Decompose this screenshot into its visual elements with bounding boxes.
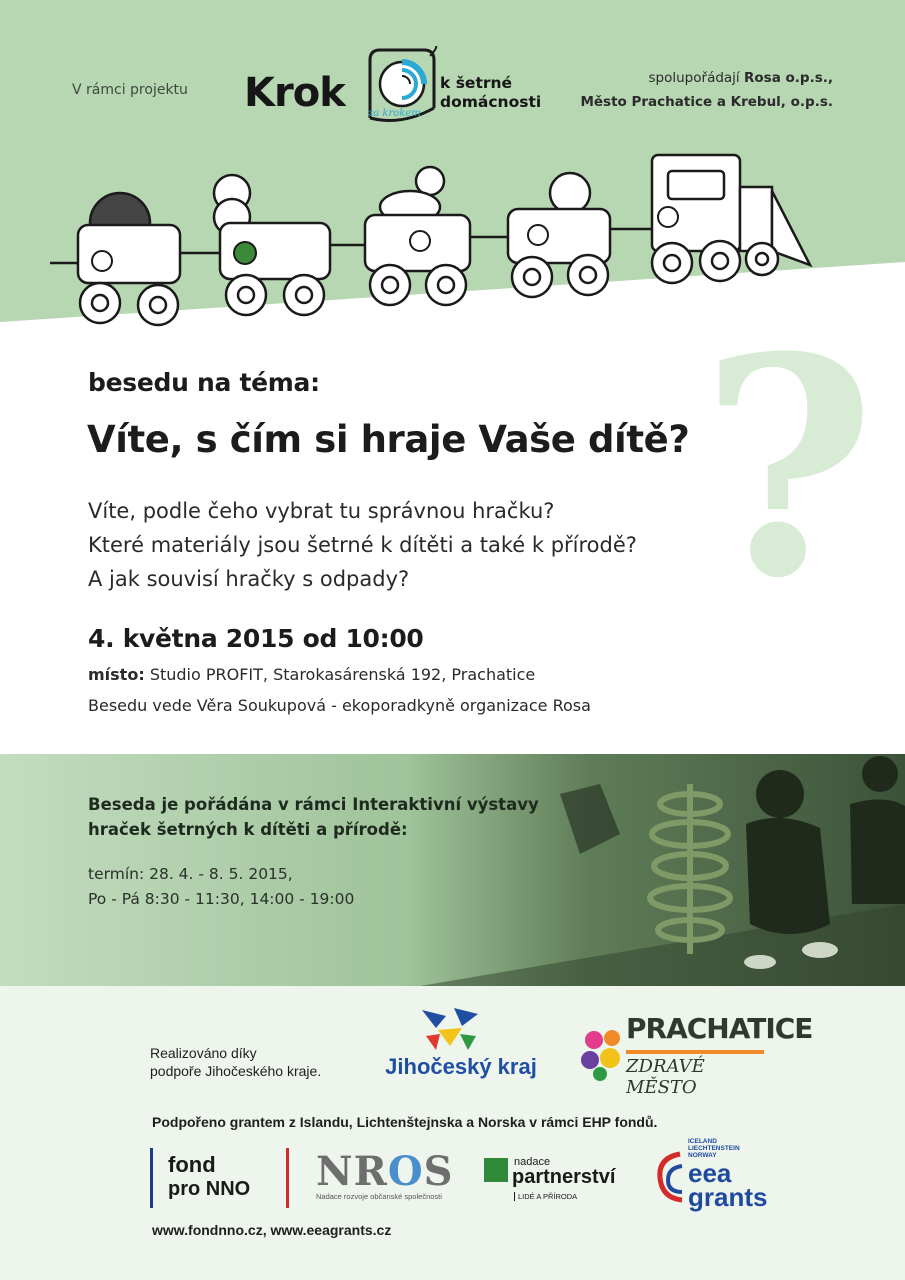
nadace-partnerstvi-logo [484,1156,634,1204]
prachatice-zdrave-mesto-logo [580,1012,813,1098]
eea-countries [688,1138,740,1159]
nadace-partnerstvi-name: partnerství [512,1166,616,1188]
event-place [88,665,535,684]
fond-pro-nno-logo [150,1148,290,1210]
fond-logo-line-2: pro NNO [168,1178,251,1200]
nadace-partnerstvi-subtitle: LIDÉ A PŘÍRODA [514,1192,577,1201]
co-organizer-prachatice-krebul: Město Prachatice a Krebul, o.p.s. [580,94,833,110]
exhibition-dates [88,862,354,912]
jihocesky-kraj-emblem-icon [418,1006,482,1054]
co-organizers [580,66,833,114]
nros-letter-o: O [387,1148,424,1195]
project-prefix: V rámci projektu [72,82,188,98]
realized-thanks [150,1044,321,1080]
jihocesky-kraj-logo [366,1006,556,1090]
eea-grants-swirl-icon [654,1148,688,1212]
prachatice-title: PRACHATICE [626,1012,813,1045]
snail-caption: za krokem [368,108,421,119]
exhibition-title-line-1: Beseda je pořádána v rámci Interaktivní výstavy [88,795,539,814]
fond-left-bar [150,1148,153,1208]
question-mark-decoration: ? [700,291,876,644]
krok-tagline-line-2: domácnosti [440,93,542,111]
krok-tagline [440,74,541,112]
krok-tagline-line-1: k šetrné [440,74,513,92]
nros-letter-n: N [316,1148,354,1195]
grants-word: grants [688,1182,768,1212]
question-item: A jak souvisí hračky s odpady? [88,567,410,591]
nadace-partnerstvi-tree-icon [484,1158,508,1182]
nros-subtitle: Nadace rozvoje občanské společnosti [316,1192,442,1201]
fond-logo-line-1: fond [168,1152,216,1177]
eea-grants-logo [654,1138,794,1222]
question-list [88,494,637,596]
event-place-value: Studio PROFIT, Starokasárenská 192, Prachatice [149,665,536,684]
exhibition-hours: Po - Pá 8:30 - 11:30, 14:00 - 19:00 [88,890,355,908]
event-leader: Besedu vede Věra Soukupová - ekoporadkyně organizace Rosa [88,696,591,715]
nros-logo [316,1148,458,1204]
event-place-label: místo: [88,665,145,684]
prachatice-subtitle: ZDRAVÉ MĚSTO [626,1056,705,1098]
krok-logo [244,46,564,126]
eea-country-iceland: ICELAND [688,1138,717,1145]
nros-letter-s: S [423,1148,454,1195]
sponsor-websites[interactable]: www.fondnno.cz, www.eeagrants.cz [152,1222,392,1238]
exhibition-term: termín: 28. 4. - 8. 5. 2015, [88,865,293,883]
prachatice-flower-icon [580,1026,626,1082]
eea-country-norway: NORWAY [688,1152,717,1159]
co-organizers-line-1 [580,66,833,90]
talk-intro: besedu na téma: [88,368,320,397]
question-item: Víte, podle čeho vybrat tu správnou hračku? [88,499,555,523]
jihocesky-kraj-name: Jihočeský kraj [385,1054,537,1079]
exhibition-title [88,792,539,842]
realized-thanks-line-2: podpoře Jihočeského kraje. [150,1063,322,1079]
exhibition-title-line-2: hraček šetrných k dítěti a přírodě: [88,820,408,839]
nros-letter-r: R [353,1148,388,1195]
krok-logo-word: Krok [244,70,345,116]
nros-wordmark [316,1148,454,1195]
co-organizer-rosa: Rosa o.p.s., [743,70,833,86]
event-date-time: 4. května 2015 od 10:00 [88,624,424,653]
eea-country-liechtenstein: LIECHTENSTEIN [688,1145,740,1152]
co-organizers-line-2 [580,90,833,114]
grant-statement: Podpořeno grantem z Islandu, Lichtenštejnska a Norska v rámci EHP fondů. [152,1114,658,1130]
co-organizers-prefix: spolupořádají [648,70,740,86]
prachatice-divider [626,1050,764,1054]
question-item: Které materiály jsou šetrné k dítěti a také k přírodě? [88,533,637,557]
fond-right-bar [286,1148,289,1208]
page-title: Víte, s čím si hraje Vaše dítě? [87,418,690,461]
nadace-partnerstvi-small: nadace [514,1156,551,1168]
realized-thanks-line-1: Realizováno díky [150,1045,257,1061]
eea-word: eea [688,1158,732,1188]
